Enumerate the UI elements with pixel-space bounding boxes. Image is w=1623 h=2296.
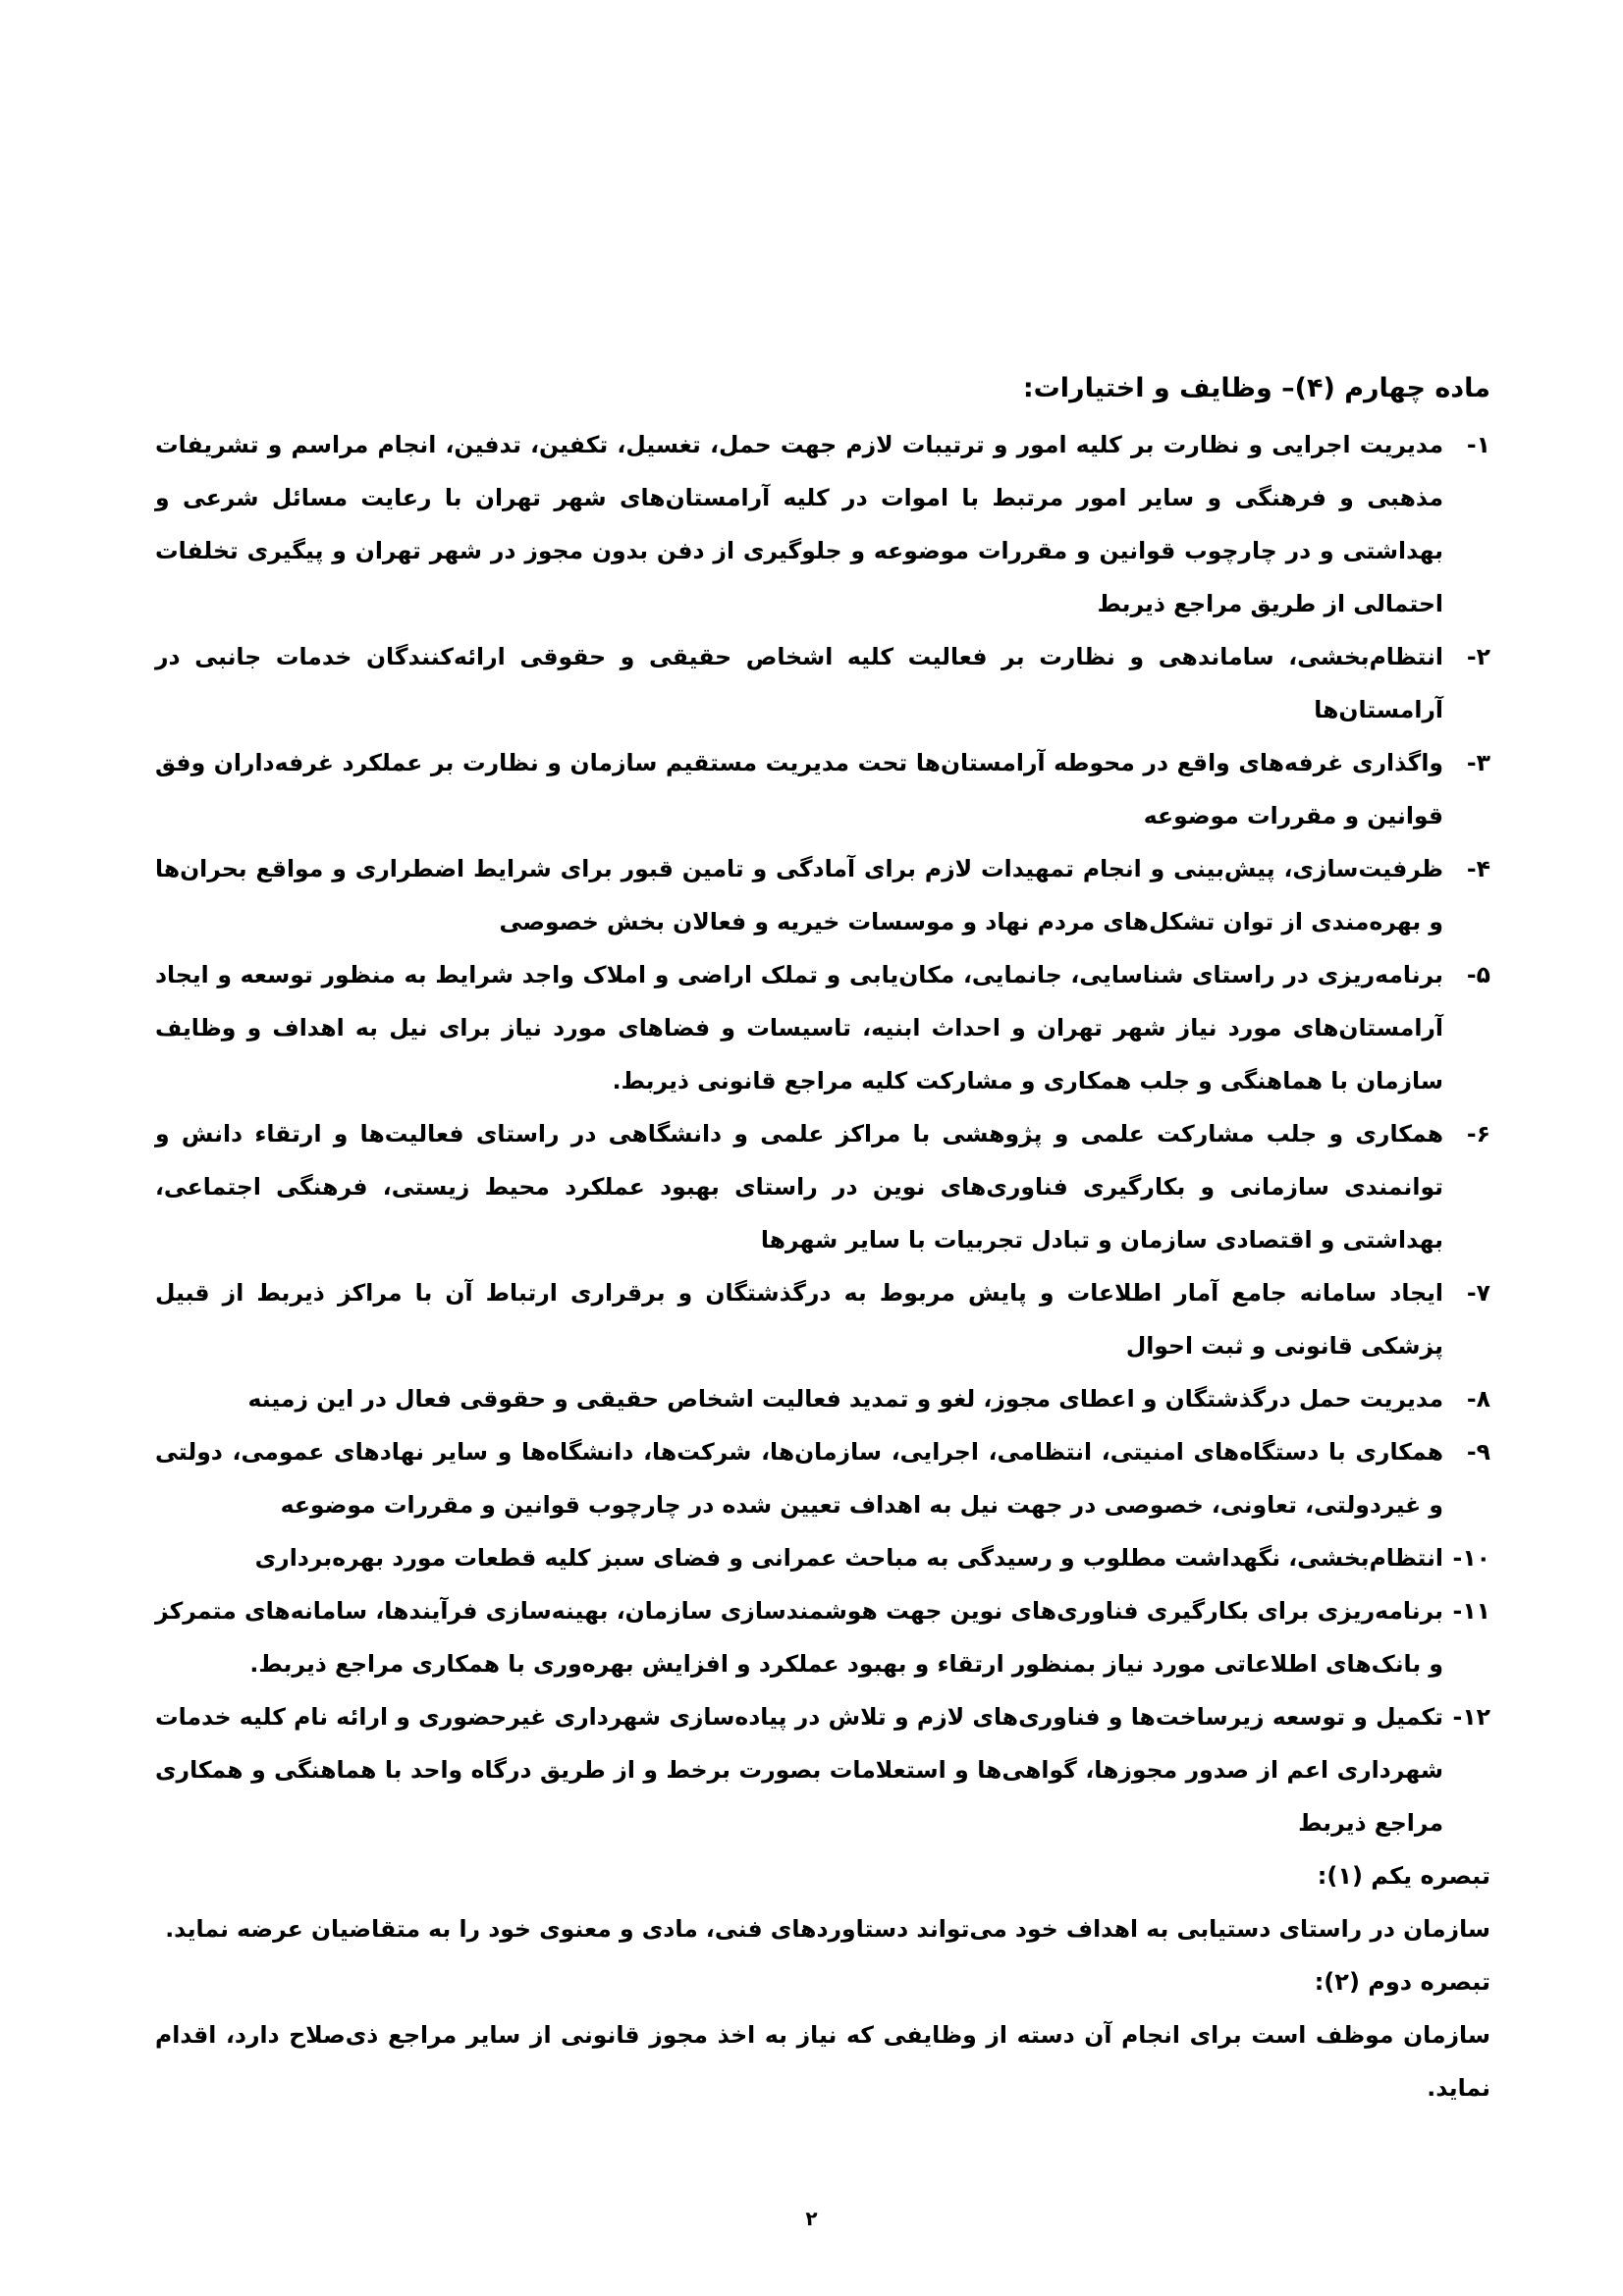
item-number: ۶- xyxy=(1466,1120,1490,1148)
notes-section xyxy=(155,1849,1490,2114)
item-number: ۳- xyxy=(1466,749,1490,776)
list-item xyxy=(155,842,1490,948)
item-text: ظرفیت‌سازی، پیش‌بینی و انجام تمهیدات لازم برای آمادگی و تامین قبور برای شرایط اضطراری و مواقع بحران‌ها و بهره‌مندی از توان تشکل‌های مردم نهاد و موسسات خیریه و فعالان بخش خصوصی xyxy=(155,855,1443,935)
item-text: همکاری و جلب مشارکت علمی و پژوهشی با مراکز علمی و دانشگاهی در راستای فعالیت‌ها و ارتقاء دانش و توانمندی سازمانی و بکارگیری فناوری‌های نوین در راستای بهبود عملکرد محیط زیستی، فرهنگی اجتماعی، بهداشتی و اقتصادی سازمان و تبادل تجربیات با سایر شهرها xyxy=(155,1120,1443,1254)
list-item xyxy=(155,1372,1490,1425)
note-text: سازمان در راستای دستیابی به اهداف خود می‌تواند دستاوردهای فنی، مادی و معنوی خود را به متقاضیان عرضه نماید. xyxy=(165,1915,1490,1943)
list-item xyxy=(155,1584,1490,1690)
item-text: تکمیل و توسعه زیرساخت‌ها و فناوری‌های لازم و تلاش در پیاده‌سازی شهرداری غیرحضوری و ارائه نام کلیه خدمات شهرداری اعم از صدور مجوزها، گواهی‌ها و استعلامات بصورت برخط و از طریق درگاه واحد با هماهنگی و همکاری مراجع ذیربط xyxy=(155,1703,1443,1837)
item-number: ۱- xyxy=(1466,431,1490,458)
item-number: ۵- xyxy=(1466,961,1490,988)
note-text: سازمان موظف است برای انجام آن دسته از وظایفی که نیاز به اخذ مجوز قانونی از سایر مراجع ذی‌صلاح دارد، اقدام نماید. xyxy=(155,2021,1490,2102)
list-item xyxy=(155,1266,1490,1372)
item-text: مدیریت حمل درگذشتگان و اعطای مجوز، لغو و تمدید فعالیت اشخاص حقیقی و حقوقی فعال در این زمینه xyxy=(247,1385,1443,1413)
note-heading: تبصره دوم (۲): xyxy=(1314,1968,1490,1996)
item-number: ۱۲- xyxy=(1452,1703,1490,1731)
item-number: ۱۱- xyxy=(1452,1597,1490,1625)
page-number: ۲ xyxy=(805,2207,818,2230)
list-item xyxy=(155,630,1490,736)
item-number: ۲- xyxy=(1466,643,1490,670)
item-text: انتظام‌بخشی، نگهداشت مطلوب و رسیدگی به مباحث عمرانی و فضای سبز کلیه قطعات مورد بهره‌برداری xyxy=(254,1544,1443,1572)
list-item xyxy=(155,948,1490,1107)
list-item xyxy=(155,736,1490,842)
article-title: ماده چهارم (۴)– وظایف و اختیارات: xyxy=(1022,373,1490,403)
list-item xyxy=(155,1690,1490,1849)
item-text: همکاری با دستگاه‌های امنیتی، انتظامی، اجرایی، سازمان‌ها، شرکت‌ها، دانشگاه‌ها و سایر نهادهای عمومی، دولتی و غیردولتی، تعاونی، خصوصی در جهت نیل به اهداف تعیین شده در چارچوب قوانین و مقررات موضوعه xyxy=(155,1438,1443,1519)
note-heading: تبصره یکم (۱): xyxy=(1317,1862,1490,1890)
item-number: ۸- xyxy=(1466,1385,1490,1413)
item-number: ۱۰- xyxy=(1452,1544,1490,1572)
duties-list xyxy=(155,418,1490,1849)
item-text: انتظام‌بخشی، ساماندهی و نظارت بر فعالیت کلیه اشخاص حقیقی و حقوقی ارائه‌کنندگان خدمات جانبی در آرامستان‌ها xyxy=(155,643,1443,723)
item-text: مدیریت اجرایی و نظارت بر کلیه امور و ترتیبات لازم جهت حمل، تغسیل، تکفین، تدفین، انجام مراسم و تشریفات مذهبی و فرهنگی و سایر امور مرتبط با اموات در کلیه آرامستان‌های شهر تهران با رعایت مسائل شرعی و بهداشتی و در چارچوب قوانین و مقررات موضوعه و جلوگیری از دفن بدون مجوز در شهر تهران و پیگیری تخلفات احتمالی از طریق مراجع ذیربط xyxy=(155,431,1443,617)
list-item xyxy=(155,1425,1490,1531)
item-text: برنامه‌ریزی برای بکارگیری فناوری‌های نوین جهت هوشمندسازی سازمان، بهینه‌سازی فرآیندها، سامانه‌های متمرکز و بانک‌های اطلاعاتی مورد نیاز بمنظور ارتقاء و بهبود عملکرد و افزایش بهره‌وری با همکاری مراجع ذیربط. xyxy=(155,1597,1443,1678)
item-text: واگذاری غرفه‌های واقع در محوطه آرامستان‌ها تحت مدیریت مستقیم سازمان و نظارت بر عملکرد غرفه‌داران وفق قوانین و مقررات موضوعه xyxy=(155,749,1443,829)
list-item xyxy=(155,1107,1490,1266)
item-number: ۹- xyxy=(1466,1438,1490,1466)
list-item xyxy=(155,418,1490,630)
document-body xyxy=(155,361,1490,2114)
item-number: ۴- xyxy=(1466,855,1490,882)
item-number: ۷- xyxy=(1466,1279,1490,1307)
list-item xyxy=(155,1531,1490,1584)
item-text: ایجاد سامانه جامع آمار اطلاعات و پایش مربوط به درگذشتگان و برقراری ارتباط آن با مراکز ذیربط از قبیل پزشکی قانونی و ثبت احوال xyxy=(155,1279,1443,1360)
item-text: برنامه‌ریزی در راستای شناسایی، جانمایی، مکان‌یابی و تملک اراضی و املاک واجد شرایط به منظور توسعه و ایجاد آرامستان‌های مورد نیاز شهر تهران و احداث ابنیه، تاسیسات و فضاهای مورد نیاز برای نیل به اهداف و وظایف سازمان با هماهنگی و جلب همکاری و مشارکت کلیه مراجع قانونی ذیربط. xyxy=(155,961,1443,1095)
